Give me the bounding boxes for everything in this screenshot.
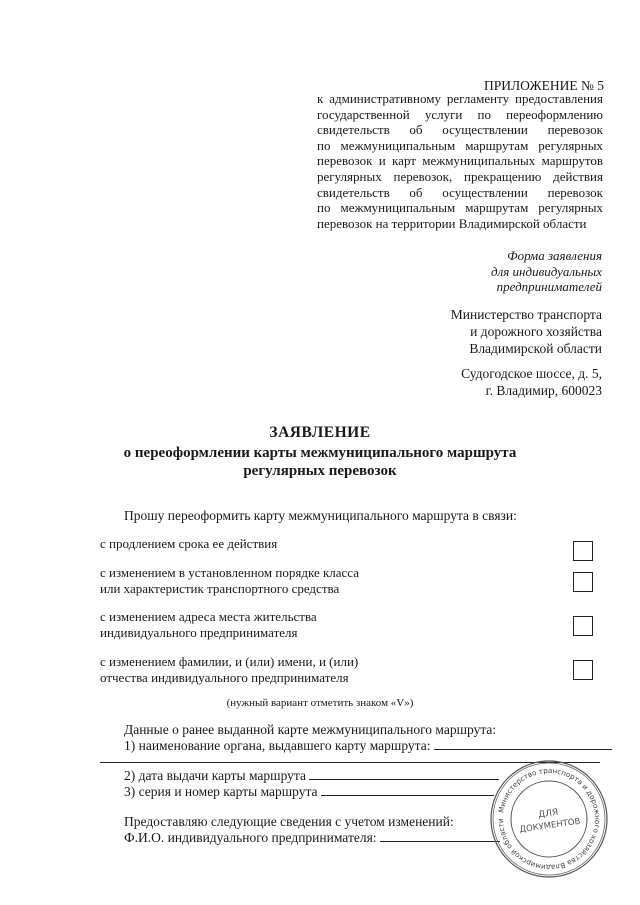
svg-text:ДЛЯ: ДЛЯ	[537, 807, 559, 821]
prev-card-issuer-field[interactable]	[434, 738, 612, 750]
option-label: индивидуального предпринимателя	[100, 624, 298, 640]
annex-line: государственной услуги по переоформлению	[317, 106, 603, 122]
option-label: с изменением в установленном порядке класса	[100, 565, 360, 580]
document-subtitle	[0, 444, 640, 480]
annex-description	[317, 91, 603, 231]
svg-text:ДОКУМЕНТОВ: ДОКУМЕНТОВ	[518, 816, 582, 836]
annex-line: свидетельств об осуществлении перевозок	[317, 122, 603, 138]
subtitle-line: регулярных перевозок	[243, 463, 397, 479]
option-vehicle-change	[100, 565, 359, 596]
addressee-line: Министерство транспорта	[450, 307, 602, 322]
prev-card-date-row	[124, 768, 499, 784]
prev-card-date-field[interactable]	[309, 768, 499, 780]
addressee-line: и дорожного хозяйства	[470, 324, 602, 339]
changes-fio-row	[124, 830, 500, 846]
prev-card-date-label: 2) дата выдачи карты маршрута	[124, 768, 306, 783]
changes-fio-field[interactable]	[380, 830, 500, 842]
address-line: Судогодское шоссе, д. 5,	[461, 366, 602, 381]
option-address-change	[100, 609, 317, 640]
addressee-block	[451, 306, 602, 357]
prev-card-heading: Данные о ранее выданной карте межмуниципального маршрута:	[124, 722, 497, 737]
subtitle-line: о переоформлении карты межмуниципального маршрута	[123, 445, 517, 461]
document-title: ЗАЯВЛЕНИЕ	[269, 424, 371, 441]
option-name-change-checkbox[interactable]	[573, 660, 593, 680]
prev-card-issuer-label: 1) наименование органа, выдавшего карту маршрута:	[124, 738, 431, 753]
option-label: с продлением срока ее действия	[100, 536, 278, 551]
option-address-change-checkbox[interactable]	[573, 616, 593, 636]
option-name-change	[100, 654, 358, 685]
prev-card-number-field[interactable]	[321, 784, 494, 796]
official-stamp	[488, 758, 610, 880]
annex-line: по межмуниципальным маршрутам регулярных	[317, 137, 603, 153]
form-type-note	[491, 248, 602, 295]
annex-line: по межмуниципальным маршрутам регулярных	[317, 200, 603, 216]
option-vehicle-change-checkbox[interactable]	[573, 572, 593, 592]
option-label: с изменением фамилии, и (или) имени, и (или)	[100, 654, 359, 669]
form-note-line: предпринимателей	[496, 279, 602, 295]
form-note-line: для индивидуальных	[491, 263, 602, 279]
prev-card-issuer-row	[124, 738, 612, 754]
changes-heading: Предоставляю следующие сведения с учетом изменений:	[124, 814, 454, 829]
stamp-seal-icon	[488, 758, 610, 880]
option-label: с изменением адреса места жительства	[100, 609, 317, 624]
option-label: или характеристик транспортного средства	[100, 580, 340, 596]
annex-line: перевозок и карт межмуниципальных маршрутов	[317, 153, 603, 169]
request-text: Прошу переоформить карту межмуниципального маршрута в связи:	[124, 508, 517, 523]
changes-fio-label: Ф.И.О. индивидуального предпринимателя:	[124, 830, 377, 845]
option-extension-checkbox[interactable]	[573, 541, 593, 561]
annex-line: свидетельств об осуществлении перевозок	[317, 184, 603, 200]
option-label: отчества индивидуального предпринимателя	[100, 669, 349, 685]
address-line: г. Владимир, 600023	[485, 383, 602, 398]
form-note-line: Форма заявления	[507, 248, 602, 263]
annex-title: ПРИЛОЖЕНИЕ № 5	[483, 78, 604, 93]
option-extension	[100, 536, 277, 552]
mark-instruction: (нужный вариант отметить знаком «V»)	[226, 697, 414, 709]
prev-card-number-row	[124, 784, 494, 800]
addressee-address	[461, 365, 602, 399]
annex-line: регулярных перевозок, прекращению действия	[317, 168, 603, 184]
addressee-line: Владимирской области	[469, 341, 602, 356]
annex-line: к административному регламенту предоставления	[317, 91, 603, 106]
prev-card-number-label: 3) серия и номер карты маршрута	[124, 784, 318, 799]
svg-text:Министерство транспорта и доро: Министерство транспорта и дорожного хозяйства Владимирской области	[495, 765, 603, 873]
annex-line: перевозок на территории Владимирской области	[317, 215, 587, 231]
